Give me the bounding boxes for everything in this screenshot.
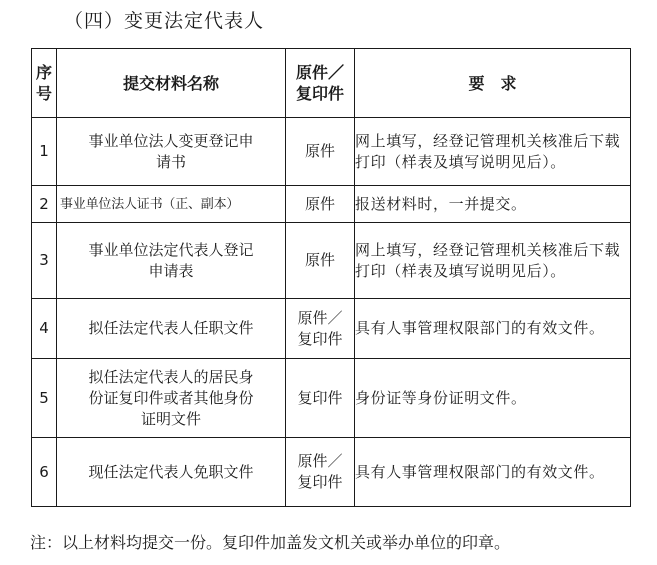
document-type: 原件 bbox=[286, 118, 355, 186]
table-row bbox=[32, 438, 631, 507]
document-type: 原件 bbox=[286, 223, 355, 299]
material-name: 事业单位法人变更登记申 请书 bbox=[57, 118, 286, 186]
row-number: 2 bbox=[32, 186, 57, 223]
material-name: 现任法定代表人免职文件 bbox=[57, 438, 286, 507]
row-number: 1 bbox=[32, 118, 57, 186]
requirement: 具有人事管理权限部门的有效文件。 bbox=[355, 438, 631, 507]
table-header-row bbox=[32, 49, 631, 118]
material-name: 拟任法定代表人的居民身 份证复印件或者其他身份 证明文件 bbox=[57, 359, 286, 438]
material-name: 事业单位法定代表人登记 申请表 bbox=[57, 223, 286, 299]
material-name: 拟任法定代表人任职文件 bbox=[57, 299, 286, 359]
document-type: 原件 bbox=[286, 186, 355, 223]
document-type: 复印件 bbox=[286, 359, 355, 438]
row-number: 3 bbox=[32, 223, 57, 299]
materials-table bbox=[31, 48, 631, 507]
header-material-name: 提交材料名称 bbox=[57, 49, 286, 118]
table-row bbox=[32, 186, 631, 223]
table-row bbox=[32, 223, 631, 299]
row-number: 5 bbox=[32, 359, 57, 438]
document-type: 原件／ 复印件 bbox=[286, 299, 355, 359]
row-number: 6 bbox=[32, 438, 57, 507]
requirement: 身份证等身份证明文件。 bbox=[355, 359, 631, 438]
section-title: （四）变更法定代表人 bbox=[64, 10, 265, 32]
requirement: 报送材料时，一并提交。 bbox=[355, 186, 631, 223]
requirement: 网上填写，经登记管理机关核准后下载打印（样表及填写说明见后）。 bbox=[355, 118, 631, 186]
requirement: 具有人事管理权限部门的有效文件。 bbox=[355, 299, 631, 359]
header-requirement: 要 求 bbox=[355, 49, 631, 118]
header-serial-number: 序 号 bbox=[32, 49, 57, 118]
footnote: 注：以上材料均提交一份。复印件加盖发文机关或举办单位的印章。 bbox=[30, 533, 511, 552]
table-row bbox=[32, 359, 631, 438]
header-document-type: 原件／ 复印件 bbox=[286, 49, 355, 118]
table-row bbox=[32, 299, 631, 359]
material-name: 事业单位法人证书（正、副本） bbox=[57, 186, 286, 223]
requirement: 网上填写，经登记管理机关核准后下载打印（样表及填写说明见后）。 bbox=[355, 223, 631, 299]
document-type: 原件／ 复印件 bbox=[286, 438, 355, 507]
table-row bbox=[32, 118, 631, 186]
row-number: 4 bbox=[32, 299, 57, 359]
